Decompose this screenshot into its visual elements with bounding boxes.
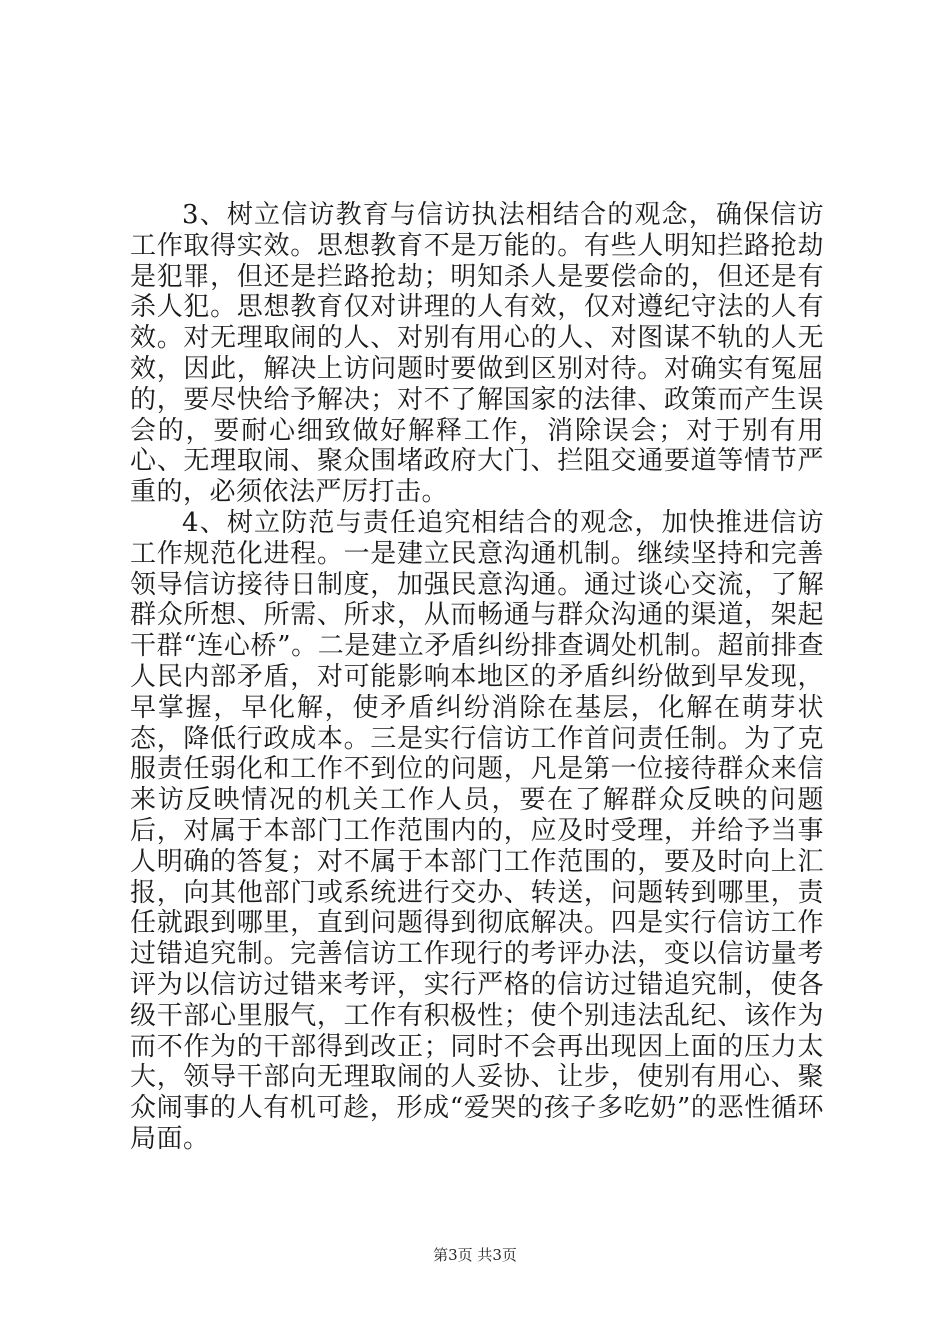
document-body	[130, 200, 824, 1155]
paragraph-4: 4、树立防范与责任追究相结合的观念，加快推进信访工作规范化进程。一是建立民意沟通机制。继续坚持和完善领导信访接待日制度，加强民意沟通。通过谈心交流，了解群众所想、所需、所求，从而畅通与群众沟通的渠道，架起干群“连心桥”。二是建立矛盾纠纷排查调处机制。超前排查人民内部矛盾，对可能影响本地区的矛盾纠纷做到早发现，早掌握，早化解，使矛盾纠纷消除在基层，化解在萌芽状态，降低行政成本。三是实行信访工作首问责任制。为了克服责任弱化和工作不到位的问题，凡是第一位接待群众来信来访反映情况的机关工作人员，要在了解群众反映的问题后，对属于本部门工作范围内的，应及时受理，并给予当事人明确的答复；对不属于本部门工作范围的，要及时向上汇报，向其他部门或系统进行交办、转送，问题转到哪里，责任就跟到哪里，直到问题得到彻底解决。四是实行信访工作过错追究制。完善信访工作现行的考评办法，变以信访量考评为以信访过错来考评，实行严格的信访过错追究制，使各级干部心里服气，工作有积极性；使个别违法乱纪、该作为而不作为的干部得到改正；同时不会再出现因上面的压力太大，领导干部向无理取闹的人妥协、让步，使别有用心、聚众闹事的人有机可趁，形成“爱哭的孩子多吃奶”的恶性循环局面。	[130, 507, 824, 1154]
paragraph-3: 3、树立信访教育与信访执法相结合的观念，确保信访工作取得实效。思想教育不是万能的。有些人明知拦路抢劫是犯罪，但还是拦路抢劫；明知杀人是要偿命的，但还是有杀人犯。思想教育仅对讲理的人有效，仅对遵纪守法的人有效。对无理取闹的人、对别有用心的人、对图谋不轨的人无效，因此，解决上访问题时要做到区别对待。对确实有冤屈的，要尽快给予解决；对不了解国家的法律、政策而产生误会的，要耐心细致做好解释工作，消除误会；对于别有用心、无理取闹、聚众围堵政府大门、拦阻交通要道等情节严重的，必须依法严厉打击。	[130, 200, 824, 508]
page-number-footer: 第3页 共3页	[433, 1246, 517, 1264]
